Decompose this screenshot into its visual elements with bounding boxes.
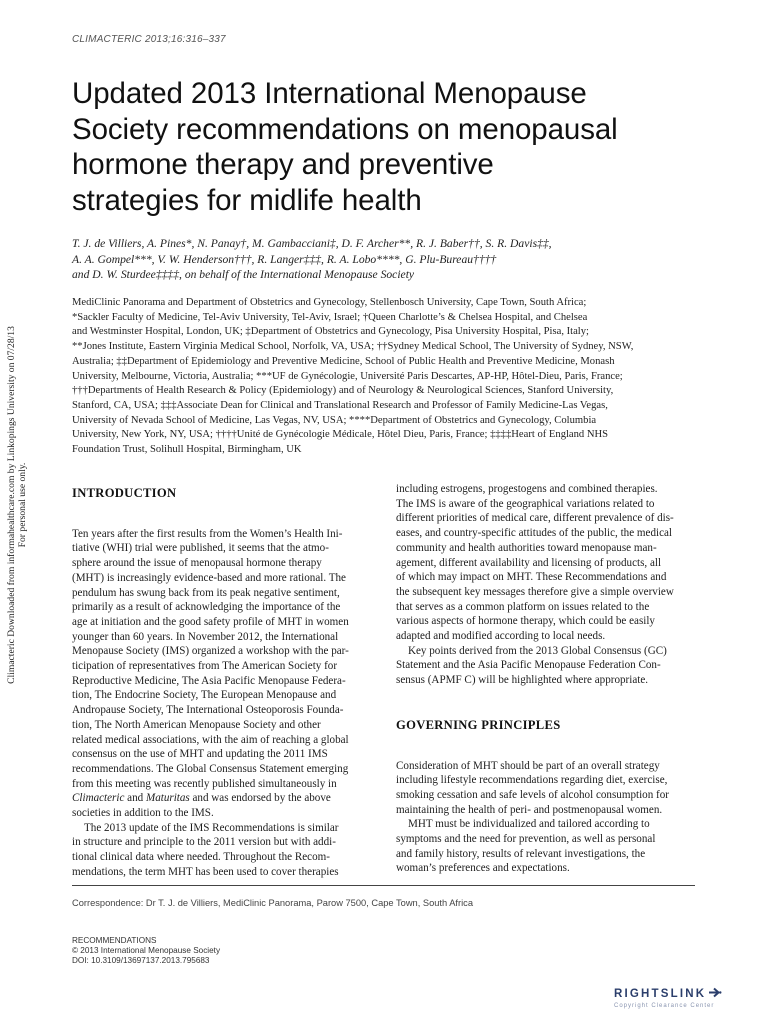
section-heading-introduction: INTRODUCTION	[72, 486, 177, 500]
body-line: Menopause Society (IMS) organized a workshop with the par-	[72, 645, 349, 658]
title-line: Updated 2013 International Menopause	[72, 77, 587, 110]
section-heading-governing-principles: GOVERNING PRINCIPLES	[396, 717, 561, 732]
title-line: hormone therapy and preventive	[72, 148, 494, 181]
affiliation-line: **Jones Institute, Eastern Virginia Medical School, Norfolk, VA, USA; ††Sydney Medical School, The University of Sydney, NSW,	[72, 341, 634, 353]
body-line: Ten years after the first results from the Women’s Health Ini-	[72, 527, 343, 540]
rightslink-tagline: Copyright Clearance Center	[614, 1003, 715, 1009]
affiliation-line: Australia; ‡‡Department of Epidemiology and Preventive Medicine, School of Public Health and Preventive Medicine, Monash	[72, 355, 615, 367]
intro-body-continued	[396, 482, 696, 688]
body-line-journals: Climacteric and Maturitas and was endorsed by the above	[72, 792, 331, 805]
body-line: in structure and principle to the 2011 version but with addi-	[72, 836, 336, 849]
body-line: of which may impact on MHT. These Recommendations and	[396, 571, 667, 584]
body-line: adapted and modified according to local needs.	[396, 630, 606, 643]
body-line: woman’s preferences and expectations.	[396, 862, 570, 875]
body-line: younger than 60 years. In November 2012, the International	[72, 630, 339, 643]
rightslink-wordmark: RIGHTSLINK	[614, 984, 754, 1002]
affiliation-line: and Westminster Hospital, London, UK; ‡Department of Obstetrics and Gynecology, Pisa University Hospital, Pisa, Italy;	[72, 326, 589, 338]
watermark-line: For personal use only.	[17, 462, 28, 548]
title-line: strategies for midlife health	[72, 183, 422, 217]
body-line: The 2013 update of the IMS Recommendations is similar	[84, 821, 339, 834]
author-line: T. J. de Villiers, A. Pines*, N. Panay†, M. Gambacciani‡, D. F. Archer**, R. J. Baber††, S. R. Davis‡‡,	[72, 237, 552, 250]
body-line: tion, The Endocrine Society, The European Menopause and	[72, 689, 337, 702]
body-line: tiative (WHI) trial were published, it seems that the atmo-	[72, 542, 329, 555]
affiliations	[72, 296, 662, 458]
affiliation-line: †††Departments of Health Research & Policy (Epidemiology) and of Neurology & Neurological Sciences, Stanford University,	[72, 385, 614, 397]
doi: DOI: 10.3109/13697137.2013.795683	[72, 956, 210, 965]
right-column	[396, 482, 696, 876]
body-line: Statement and the Asia Pacific Menopause Federation Con-	[396, 659, 661, 672]
body-line: that serves as a common platform on issues related to the	[396, 600, 650, 613]
body-line: The IMS is aware of the geographical variations related to	[396, 497, 655, 510]
body-line: tional clinical data where needed. Throughout the Recom-	[72, 851, 330, 864]
body-line: Key points derived from the 2013 Global Consensus (GC)	[408, 644, 667, 657]
affiliation-line: Stanford, CA, USA; ‡‡‡Associate Dean for Clinical and Translational Research and Professor of Family Medicine-Las Vegas,	[72, 399, 608, 411]
body-line: recommendations. The Global Consensus Statement emerging	[72, 762, 349, 775]
watermark-line: Climacteric Downloaded from informahealthcare.com by Linkopings University on 07/28/13	[6, 326, 17, 684]
body-line: community and health authorities toward menopause man-	[396, 541, 657, 554]
affiliation-line: University of Nevada School of Medicine, Las Vegas, NV, USA; ****Department of Obstetrics and Gynecology, Columbia	[72, 414, 597, 426]
affiliation-line: MediClinic Panorama and Department of Obstetrics and Gynecology, Stellenbosch University, Cape Town, South Africa;	[72, 297, 587, 308]
body-line: Reproductive Medicine, The Asia Pacific Menopause Federa-	[72, 674, 346, 687]
rightslink-arrow-icon	[708, 987, 722, 998]
body-line: smoking cessation and safe levels of alcohol consumption for	[396, 788, 669, 801]
body-line: (MHT) is increasingly evidence-based and more rational. The	[72, 571, 346, 584]
body-line: agement, different availability and licensing of products, all	[396, 556, 662, 569]
body-line: different priorities of medical care, different prevalence of dis-	[396, 512, 674, 525]
body-line: various aspects of hormone therapy, which could be easily	[396, 615, 655, 628]
body-line: including lifestyle recommendations regarding diet, exercise,	[396, 774, 668, 787]
author-list	[72, 236, 652, 283]
body-line: mendations, the term MHT has been used to cover therapies	[72, 865, 339, 878]
author-line: A. A. Gompel***, V. W. Henderson†††, R. Langer‡‡‡, R. A. Lobo****, G. Plu-Bureau††††	[72, 252, 497, 266]
correspondence-note: Correspondence: Dr T. J. de Villiers, MediClinic Panorama, Parow 7500, Cape Town, South Africa	[72, 898, 473, 908]
affiliation-line: University, New York, NY, USA; ††††Unité de Gynécologie Médicale, Hôtel Dieu, Paris, France; ‡‡‡‡Heart of England NHS	[72, 429, 609, 441]
affiliation-line: *Sackler Faculty of Medicine, Tel-Aviv University, Tel-Aviv, Israel; †Queen Charlotte’s & Chelsea Hospital, and Chelsea	[72, 311, 588, 323]
body-line: and family history, results of relevant investigations, the	[396, 847, 646, 860]
body-line: consensus on the use of MHT and updating the 2011 IMS	[72, 748, 328, 761]
journal-reference: CLIMACTERIC 2013;16:316–337	[72, 34, 226, 45]
article-title	[72, 76, 672, 218]
footnote-divider	[72, 885, 695, 886]
body-line: symptoms and the need for prevention, as well as personal	[396, 833, 656, 846]
body-line: MHT must be individualized and tailored according to	[408, 818, 650, 831]
author-line: and D. W. Sturdee‡‡‡‡, on behalf of the International Menopause Society	[72, 268, 415, 281]
download-watermark	[0, 0, 40, 1024]
body-line: Andropause Society, The International Osteoporosis Founda-	[72, 704, 344, 717]
body-line: maintaining the health of peri- and postmenopausal women.	[396, 803, 663, 816]
body-line: the subsequent key messages therefore give a simple overview	[396, 585, 674, 598]
body-line: pendulum has swung back from its peak negative sentiment,	[72, 586, 340, 599]
governing-body	[396, 759, 696, 877]
article-type: RECOMMENDATIONS	[72, 936, 157, 945]
body-line: related medical associations, with the aim of reaching a global	[72, 733, 349, 746]
body-line: including estrogens, progestogens and combined therapies.	[396, 483, 658, 495]
left-column	[72, 482, 372, 880]
affiliation-line: Foundation Trust, Solihull Hospital, Birmingham, UK	[72, 444, 302, 456]
intro-body	[72, 527, 372, 880]
body-line: sphere around the issue of menopausal hormone therapy	[72, 557, 322, 570]
title-line: Society recommendations on menopausal	[72, 112, 618, 146]
body-line: sensus (APMF C) will be highlighted where appropriate.	[396, 674, 649, 687]
body-line: from this meeting was recently published simultaneously in	[72, 777, 337, 790]
article-footer	[72, 936, 220, 966]
body-line: age at initiation and the good safety profile of MHT in women	[72, 615, 349, 628]
journal-name: Maturitas	[145, 792, 190, 805]
body-line: Consideration of MHT should be part of an overall strategy	[396, 759, 660, 772]
affiliation-line: University, Melbourne, Victoria, Australia; ***UF de Gynécologie, Université Paris Descartes, AP-HP, Hôtel-Dieu, Paris, France;	[72, 370, 623, 382]
rightslink-logo[interactable]	[614, 984, 754, 1014]
body-line: primarily as a result of acknowledging the importance of the	[72, 601, 341, 614]
body-line: ticipation of representatives from The American Society for	[72, 660, 338, 673]
body-line: societies in addition to the IMS.	[72, 807, 214, 820]
copyright-notice: © 2013 International Menopause Society	[72, 946, 221, 955]
body-line: tion, The North American Menopause Society and other	[72, 718, 321, 731]
journal-name: Climacteric	[72, 792, 125, 805]
body-line: eases, and country-specific attitudes of the public, the medical	[396, 527, 673, 540]
